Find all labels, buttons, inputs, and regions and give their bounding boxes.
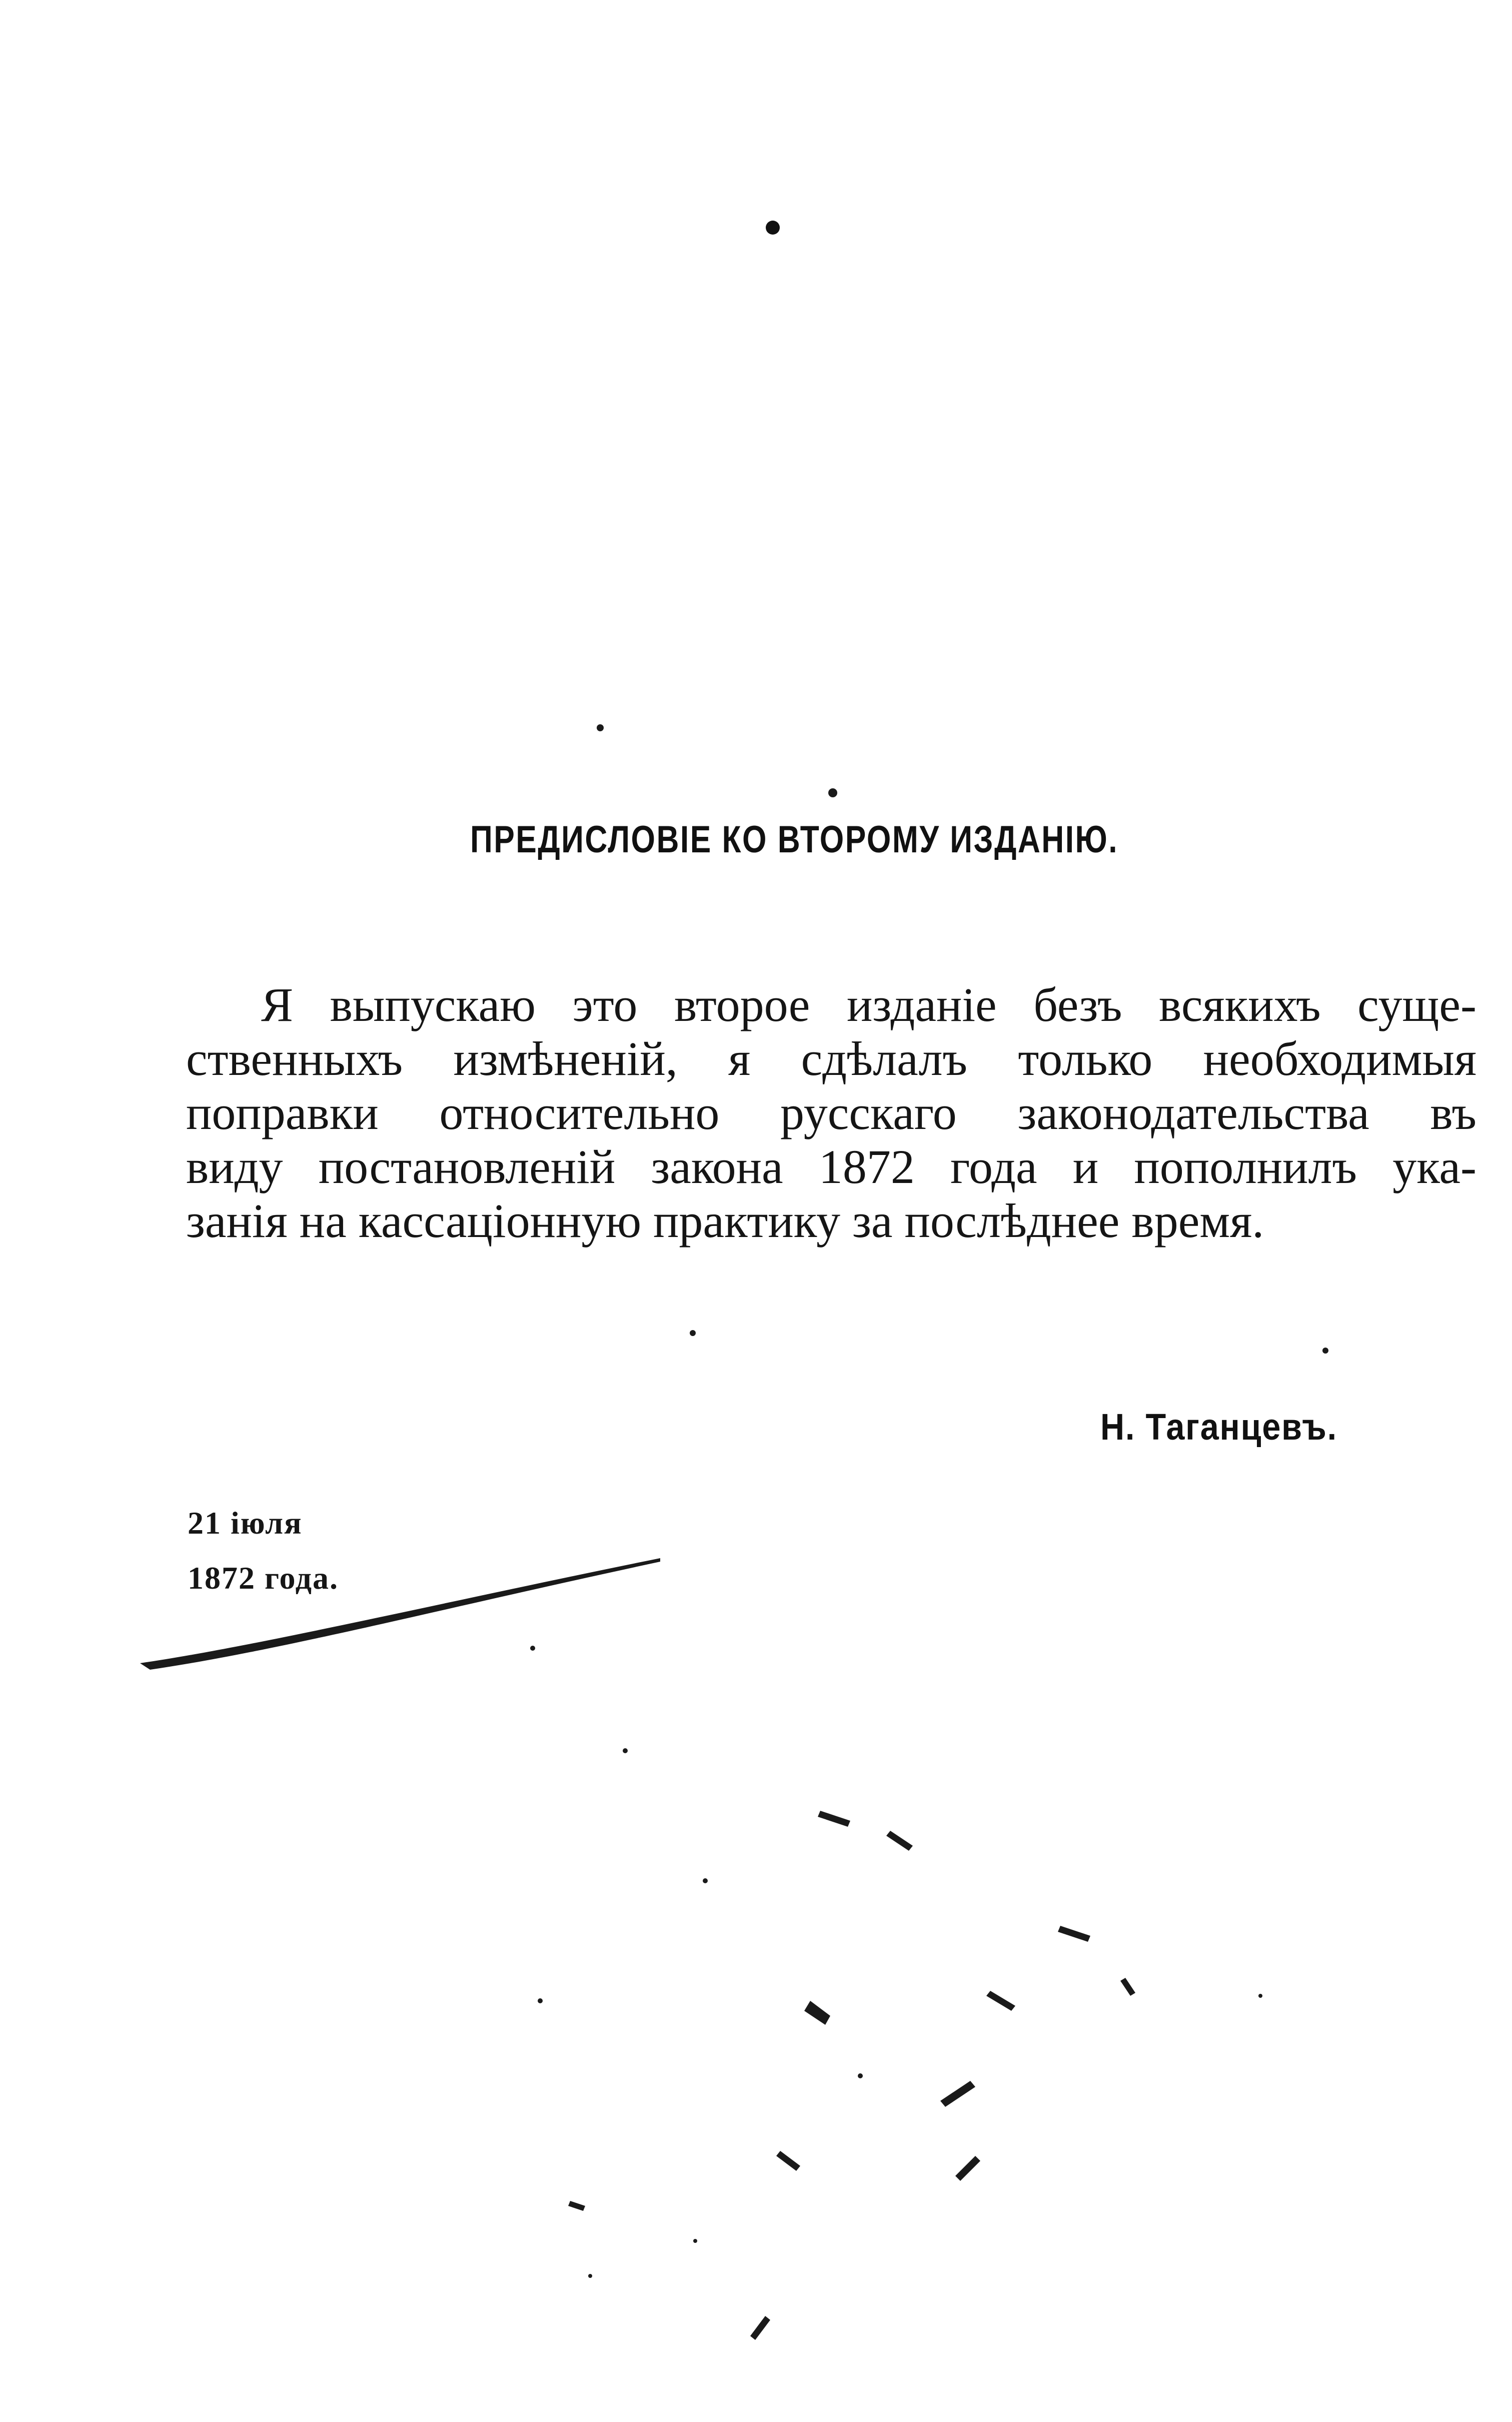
body-line-5: занія на кассаціонную практику за послѣднее время. bbox=[186, 1194, 1264, 1248]
ink-stroke-rule bbox=[140, 1558, 660, 1670]
body-line-1: Я выпускаю это второе изданіе безъ всякихъ суще- bbox=[261, 978, 1476, 1031]
body-line-3: поправки относительно русскаго законодательства въ bbox=[186, 1086, 1476, 1139]
date-year: 1872 года. bbox=[188, 1560, 339, 1596]
date-day: 21 іюля bbox=[188, 1505, 303, 1541]
author-signature: Н. Таганцевъ. bbox=[1100, 1406, 1337, 1448]
ink-speck bbox=[766, 221, 780, 235]
body-line-2: ственныхъ измѣненій, я сдѣлалъ только необходимыя bbox=[186, 1032, 1476, 1085]
preface-heading: ПРЕДИСЛОВІЕ КО ВТОРОМУ ИЗДАНІЮ. bbox=[470, 818, 1119, 861]
body-line-4: виду постановленій закона 1872 года и пополнилъ ука- bbox=[186, 1140, 1476, 1193]
scan-noise bbox=[530, 724, 1328, 2340]
